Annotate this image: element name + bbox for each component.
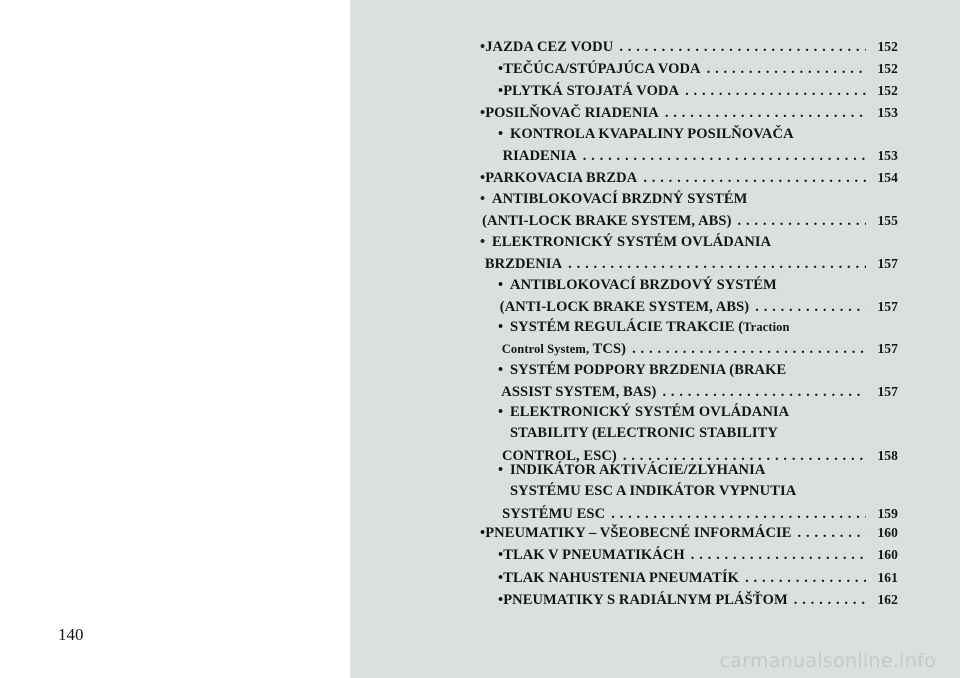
toc-entry-title: TEČÚCA/STÚPAJÚCA VODA xyxy=(503,61,701,77)
toc-entry-title: ELEKTRONICKÝ SYSTÉM OVLÁDANIA xyxy=(510,404,790,420)
toc-entry[interactable]: • KONTROLA KVAPALINY POSILŇOVAČA RIADENIA . . . 153 xyxy=(498,124,898,168)
toc-entry-title-part: TCS) xyxy=(589,341,627,358)
left-page xyxy=(0,0,350,678)
toc-entry-page: 157 xyxy=(877,341,898,357)
toc-entry-title xyxy=(510,317,790,338)
toc-entry[interactable]: • INDIKÁTOR AKTIVÁCIE/ZLYHANIA SYSTÉMU ESC A INDIKÁTOR VYPNUTIA SYSTÉMU ESC . . . 159 xyxy=(498,460,898,525)
toc-entry-page: 152 xyxy=(877,39,898,54)
toc-entry[interactable]: • POSILŇOVAČ RIADENIA . . . 153 xyxy=(480,102,898,124)
toc-entry[interactable]: • TLAK NAHUSTENIA PNEUMATÍK . . . 161 xyxy=(498,567,898,589)
toc-entry-page: 153 xyxy=(877,105,898,120)
toc-entry-title-cont: STABILITY (ELECTRONIC STABILITY xyxy=(510,425,778,442)
toc-entry-title: TLAK NAHUSTENIA PNEUMATÍK xyxy=(503,570,740,586)
toc-entry-title: TLAK V PNEUMATIKÁCH xyxy=(503,547,685,563)
dot-leader xyxy=(792,523,866,544)
dot-leader xyxy=(732,211,866,232)
toc-entry-title-cont: BRZDENIA xyxy=(484,256,563,273)
toc-entry-page: 161 xyxy=(877,570,898,585)
toc-entry-title: KONTROLA KVAPALINY POSILŇOVAČA xyxy=(510,126,794,142)
toc-entry-page: 159 xyxy=(877,505,898,521)
toc-entry-page: 160 xyxy=(877,525,898,540)
toc-entry-title: ANTIBLOKOVACÍ BRZDNÝ SYSTÉM xyxy=(492,191,748,207)
toc-entry-title-part: SYSTÉM REGULÁCIE TRAKCIE ( xyxy=(510,319,744,335)
toc-entry[interactable]: • JAZDA CEZ VODU . . . 152 xyxy=(480,36,898,58)
dot-leader xyxy=(749,297,866,318)
toc-entry[interactable]: • SYSTÉM REGULÁCIE TRAKCIE (Traction Control System, TCS) . . . 157 xyxy=(498,317,898,361)
toc-entry-title-cont: SYSTÉMU ESC A INDIKÁTOR VYPNUTIA xyxy=(510,483,797,500)
toc-entry-title-cont xyxy=(502,339,626,360)
toc-entry[interactable]: • ANTIBLOKOVACÍ BRZDOVÝ SYSTÉM (ANTI-LOCK BRAKE SYSTEM, ABS) . . . 157 xyxy=(498,275,898,319)
toc-entry-title-cont: (ANTI-LOCK BRAKE SYSTEM, ABS) xyxy=(482,213,732,230)
toc-entry-page: 153 xyxy=(877,148,898,164)
toc-entry-page: 152 xyxy=(877,61,898,76)
dot-leader xyxy=(679,81,866,102)
dot-leader xyxy=(701,59,866,80)
toc-entry[interactable]: • TLAK V PNEUMATIKÁCH . . . 160 xyxy=(498,544,898,566)
dot-leader xyxy=(739,568,866,589)
toc-entry-page: 157 xyxy=(877,384,898,400)
toc-entry[interactable]: • ANTIBLOKOVACÍ BRZDNÝ SYSTÉM (ANTI-LOCK BRAKE SYSTEM, ABS) . . . 155 xyxy=(480,189,898,233)
toc-entry-title-cont: ASSIST SYSTEM, BAS) xyxy=(501,384,657,401)
toc-entry-title: JAZDA CEZ VODU xyxy=(485,39,614,55)
table-of-contents xyxy=(350,0,960,678)
toc-entry[interactable]: • PLYTKÁ STOJATÁ VODA . . . 152 xyxy=(498,80,898,102)
dot-leader xyxy=(659,103,866,124)
dot-leader xyxy=(562,254,866,275)
toc-entry[interactable]: • PNEUMATIKY – VŠEOBECNÉ INFORMÁCIE . . . 160 xyxy=(480,522,898,544)
toc-entry-page: 160 xyxy=(877,547,898,562)
toc-entry-title-cont: SYSTÉMU ESC xyxy=(502,505,606,522)
dot-leader xyxy=(788,590,866,611)
toc-entry[interactable]: • PNEUMATIKY S RADIÁLNYM PLÁŠŤOM . . . 162 xyxy=(498,589,898,611)
toc-entry[interactable]: • ELEKTRONICKÝ SYSTÉM OVLÁDANIA BRZDENIA . . . 157 xyxy=(480,232,898,276)
toc-entry-title-cont: RIADENIA xyxy=(502,148,577,165)
toc-entry-title: PNEUMATIKY S RADIÁLNYM PLÁŠŤOM xyxy=(503,592,788,608)
dot-leader xyxy=(685,545,866,566)
dot-leader xyxy=(613,37,866,58)
toc-entry[interactable]: • SYSTÉM PODPORY BRZDENIA (BRAKE ASSIST SYSTEM, BAS) . . . 157 xyxy=(498,360,898,404)
toc-entry-page: 157 xyxy=(877,299,898,315)
toc-entry-title-small: Traction xyxy=(743,320,790,334)
toc-entry-title: ANTIBLOKOVACÍ BRZDOVÝ SYSTÉM xyxy=(510,277,777,293)
toc-entry-title: INDIKÁTOR AKTIVÁCIE/ZLYHANIA xyxy=(510,462,766,478)
dot-leader xyxy=(577,146,866,167)
toc-entry-title: PNEUMATIKY – VŠEOBECNÉ INFORMÁCIE xyxy=(485,525,792,541)
toc-entry-title: PLYTKÁ STOJATÁ VODA xyxy=(503,83,680,99)
toc-entry-page: 154 xyxy=(877,170,898,185)
toc-entry-title-small: Control System, xyxy=(501,342,590,357)
toc-entry[interactable]: • TEČÚCA/STÚPAJÚCA VODA . . . 152 xyxy=(498,58,898,80)
dot-leader xyxy=(626,339,866,360)
toc-entry-title: PARKOVACIA BRZDA xyxy=(485,170,638,186)
toc-entry-title: SYSTÉM PODPORY BRZDENIA (BRAKE xyxy=(510,362,787,378)
toc-entry-title-cont: CONTROL, ESC) xyxy=(501,447,617,464)
dot-leader xyxy=(637,168,866,189)
toc-entry[interactable]: • PARKOVACIA BRZDA . . . 154 xyxy=(480,167,898,189)
toc-entry-title-cont: (ANTI-LOCK BRAKE SYSTEM, ABS) xyxy=(499,299,750,316)
toc-entry-page: 152 xyxy=(877,83,898,98)
watermark: carmanualsonline.info xyxy=(719,650,936,672)
toc-entry-page: 155 xyxy=(877,213,898,229)
toc-entry-title: ELEKTRONICKÝ SYSTÉM OVLÁDANIA xyxy=(492,234,772,250)
toc-entry-page: 158 xyxy=(877,447,898,463)
dot-leader xyxy=(656,382,866,403)
toc-entry-title: POSILŇOVAČ RIADENIA xyxy=(485,105,659,121)
toc-entry-page: 162 xyxy=(877,592,898,607)
toc-entry[interactable]: • ELEKTRONICKÝ SYSTÉM OVLÁDANIA STABILITY (ELECTRONIC STABILITY CONTROL, ESC) . . . 158 xyxy=(498,402,898,467)
toc-entry-page: 157 xyxy=(877,256,898,272)
right-page xyxy=(350,0,960,678)
page-number: 140 xyxy=(58,625,84,644)
